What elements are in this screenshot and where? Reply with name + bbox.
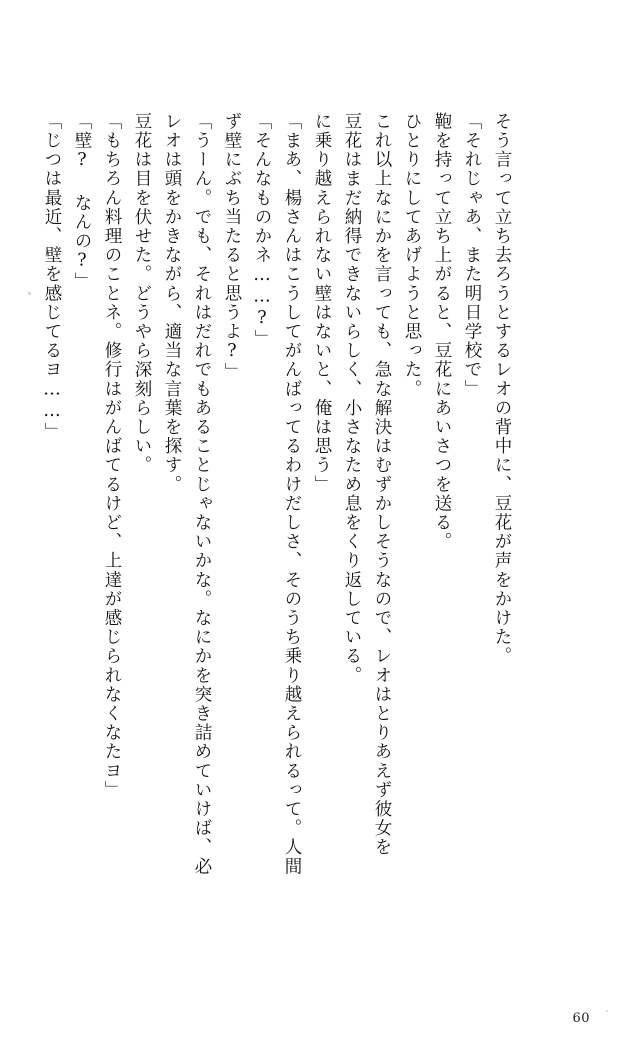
text-line: ず壁にぶち当たると思うよ?」 (222, 112, 242, 382)
text-line: そう言って立ち去ろうとするレオの背中に、豆花が声をかけた。 (492, 112, 512, 666)
text-line: 「そんなものかネ……?」 (252, 112, 272, 349)
text-line: 「じつは最近、壁を感じてるヨ……」 (42, 112, 62, 442)
text-line: 「それじゃあ、また明日学校で」 (462, 112, 482, 399)
text-line: これ以上なにかを言っても、急な解決はむずかしそうなので、レオはとりあえず彼女を (372, 112, 392, 857)
paper-speck (28, 292, 31, 295)
text-line: ひとりにしてあげようと思った。 (402, 112, 422, 399)
text-line: 豆花はまだ納得できないらしく、小さなため息をくり返している。 (342, 112, 362, 685)
vertical-text-block (30, 112, 590, 912)
paper-speck (606, 1010, 608, 1012)
text-line: 「まあ、楊さんはこうしてがんばってるわけだしさ、そのうち乗り越えられるって。人間 (282, 112, 302, 876)
text-line: レオは頭をかきながら、適当な言葉を探す。 (162, 112, 182, 494)
text-line: 「うーん。でも、それはだれでもあることじゃないかな。なにかを突き詰めていけば、必 (192, 112, 212, 876)
text-line: 「壁? なんの?」 (72, 112, 92, 292)
text-line: に乗り越えられない壁はないと、俺は思う」 (312, 112, 332, 494)
text-line: 鞄を持って立ち上がると、豆花にあいさつを送る。 (432, 112, 452, 552)
text-line: 「もちろん料理のことネ。修行はがんばてるけど、上達が感じられなくなたヨ」 (102, 112, 122, 800)
page-number: 60 (572, 1011, 590, 1026)
text-line: 豆花は目を伏せた。どうやら深刻らしい。 (132, 112, 152, 475)
